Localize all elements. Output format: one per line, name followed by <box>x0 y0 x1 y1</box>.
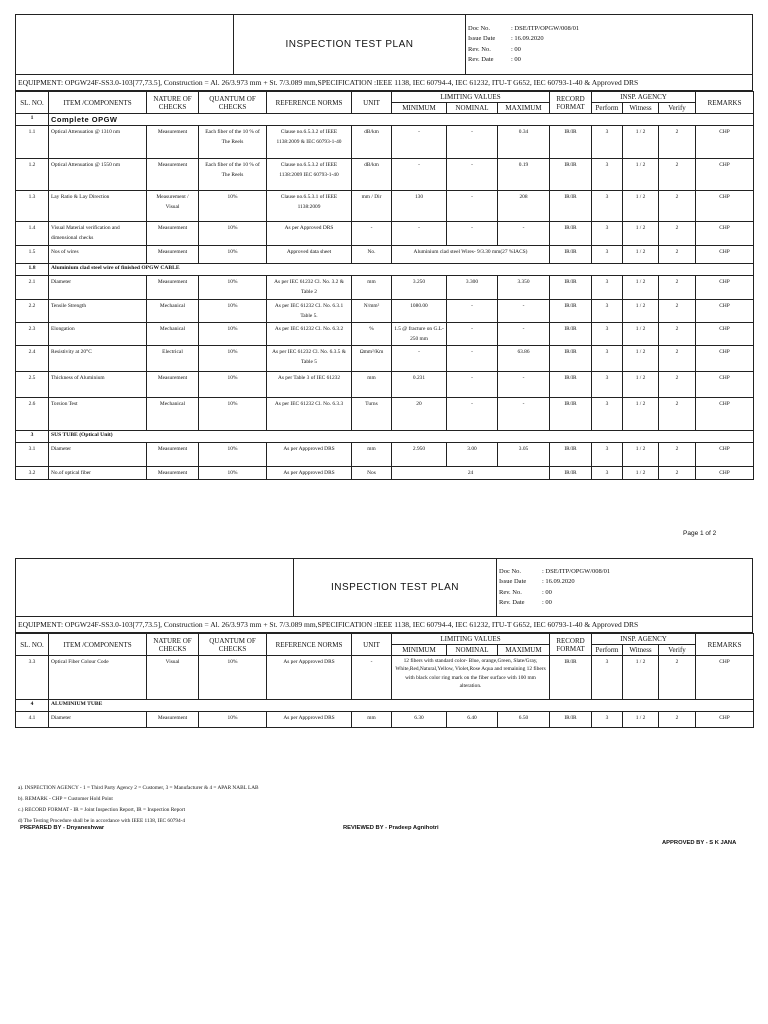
section-header: 1 Complete OPGW <box>16 114 754 126</box>
col-perform: Perform <box>592 103 623 114</box>
col-quantum: QUANTUM OF CHECKS <box>199 92 267 114</box>
table-row: 2.6 Torsion Test Mechanical 10% As per IEC 61232 Cl. No. 6.3.3 Turns 20 - - IR/IR 3 1 / 2 2 CHP <box>16 398 754 431</box>
col-limiting-values: LIMITING VALUES <box>392 92 550 103</box>
col-insp-agency: INSP. AGENCY <box>592 92 696 103</box>
col-perform: Perform <box>592 645 623 656</box>
table-row: 2.3 Elongation Mechanical 10% As per IEC 61232 Cl. No. 6.3.2 % 1.5 @ fracture on G.L- 250 mm - - IR/IR 3 1 / 2 2 CHP <box>16 323 754 346</box>
table-row: 2.4 Resistivity at 20°C Electrical 10% As per IEC 61232 Cl. No. 6.3.5 & Table 5 Ωmm²/Km - - 63.86 IR/IR 3 1 / 2 2 CHP <box>16 346 754 372</box>
col-reference: REFERENCE NORMS <box>267 634 352 656</box>
section-header: 3 SUS TUBE (Optical Unit) <box>16 431 754 443</box>
col-item: ITEM /COMPONENTS <box>49 634 147 656</box>
itp-sheet-page-2 <box>15 558 753 728</box>
table-row: 1.5 Nos of wires Measurement 10% Approved data sheet No. Aluminium clad steel Wires- 9/3.30 mm(27 %IACS) IR/IR 3 1 / 2 2 CHP <box>16 246 754 264</box>
equipment-spec: EQUIPMENT: OPGW24F-SS3.0-103[77,73.5], Construction = Al. 26/3.973 mm + St. 7/3.089 mm,SPECIFICATION :IEEE 1138, IEC 60794-4, IEC 61232, ITU-T G652, IEC 60793-1-40 & Approved DRS <box>16 617 753 633</box>
note-item: b). REMARK - CHP = Customer Hold Point <box>18 796 113 802</box>
note-item: d) The Testing Procedure shall be in accordance with IEEE 1138, IEC 60794-4 <box>18 818 186 824</box>
table-row: 4.1 Diameter Measurement 10% As per Appproved DRS mm 6.30 6.40 6.50 IR/IR 3 1 / 2 2 CHP <box>16 712 754 728</box>
col-nominal: NOMINAL <box>447 103 498 114</box>
col-minimum: MINIMUM <box>392 103 447 114</box>
note-item: c.) RECORD FORMAT - IR = Joint Inspection Report, IR = Inspection Report <box>18 807 186 813</box>
table-row: 3.2 No.of optical fiber Measurement 10% As per Appproved DRS Nos 24 IR/IR 3 1 / 2 2 CHP <box>16 467 754 480</box>
reviewed-by: REVIEWED BY - Pradeep Agnihotri <box>343 825 439 831</box>
col-witness: Witness <box>623 645 659 656</box>
itp-table-page-2 <box>15 633 754 728</box>
doc-no: Doc No. : DSE/ITP/OPGW/008/01 <box>468 24 580 32</box>
col-verify: Verify <box>659 645 696 656</box>
table-row: 1.4 Visual Material verification and dimensional checks Measurement 10% As per Approved DRS - - - - IR/IR 3 1 / 2 2 CHP <box>16 222 754 246</box>
col-witness: Witness <box>623 103 659 114</box>
col-remarks: REMARKS <box>696 92 754 114</box>
col-sl-no: SL. NO. <box>16 634 49 656</box>
col-remarks: REMARKS <box>696 634 754 656</box>
col-record-format: RECORD FORMAT <box>550 634 592 656</box>
table-row: 3.3 Optical Fiber Colour Code Visual 10% As per Appproved DRS - 12 fibers with standard color- Blue, orange,Green, Slate/Gray, White,Red,Natural,Yellow, Violet,Rose Aqua and remaining 12 fibers with black color ring mark on the fiber surface with 100 mm alteration. IR/IR 3 1 / 2 2 CHP <box>16 656 754 700</box>
doc-title: INSPECTION TEST PLAN <box>294 559 497 617</box>
doc-title: INSPECTION TEST PLAN <box>234 15 466 75</box>
table-row: 2.2 Tensile Strength Mechanical 10% As per IEC 61232 Cl. No. 6.3.1 Table 5. N/mm² 1080.00 - - IR/IR 3 1 / 2 2 CHP <box>16 300 754 323</box>
column-headers <box>16 92 754 103</box>
table-row: 2.5 Thickness of Aluminium Measurement 10% As per Table 3 of IEC 61232 mm 0.231 - - IR/IR 3 1 / 2 2 CHP <box>16 372 754 398</box>
itp-sheet-page-1 <box>15 14 753 480</box>
col-quantum: QUANTUM OF CHECKS <box>199 634 267 656</box>
approved-by: APPROVED BY - S K JANA <box>662 840 737 846</box>
rev-no: Rev. No. : 00 <box>468 45 521 53</box>
doc-info <box>466 15 753 75</box>
col-unit: UNIT <box>352 92 392 114</box>
doc-no: Doc No. : DSE/ITP/OPGW/008/01 <box>499 567 611 575</box>
table-row: 1.3 Lay Ratio & Lay Direction Measurement / Visual 10% Clause no.6.5.3.1 of IEEE 1138:2009 mm / Dir 130 - 208 IR/IR 3 1 / 2 2 CHP <box>16 191 754 222</box>
issue-date: Issue Date : 16.09.2020 <box>499 578 575 585</box>
footnotes <box>18 783 259 827</box>
section-header: 1.8 Aluminium clad steel wire of finished OPGW CABLE <box>16 264 754 276</box>
table-row: 3.1 Diameter Measurement 10% As per Appproved DRS mm 2.950 3.00 3.05 IR/IR 3 1 / 2 2 CHP <box>16 443 754 467</box>
col-verify: Verify <box>659 103 696 114</box>
equipment-spec: EQUIPMENT: OPGW24F-SS3.0-103[77,73.5], Construction = Al. 26/3.973 mm + St. 7/3.089 mm,SPECIFICATION :IEEE 1138, IEC 60794-4, IEC 61232, ITU-T G652, IEC 60793-1-40 & Approved DRS <box>16 75 753 91</box>
col-item: ITEM /COMPONENTS <box>49 92 147 114</box>
col-nature: NATURE OF CHECKS <box>147 634 199 656</box>
col-minimum: MINIMUM <box>392 645 447 656</box>
logo-cell <box>16 15 234 75</box>
table-row: 2.1 Diameter Measurement 10% As per IEC 61232 Cl. No. 3.2 & Table 2 mm 3.250 3.300 3.350 IR/IR 3 1 / 2 2 CHP <box>16 276 754 300</box>
col-nature: NATURE OF CHECKS <box>147 92 199 114</box>
table-row: 1.1 Optical Attenuation @ 1310 nm Measurement Each fiber of the 10 % of The Reels Clause no.6.5.3.2 of IEEE 1138:2009 & IEC 60793-1-40 dB/km - - 0.34 IR/IR 3 1 / 2 2 CHP <box>16 126 754 159</box>
col-record-format: RECORD FORMAT <box>550 92 592 114</box>
col-maximum: MAXIMUM <box>498 103 550 114</box>
itp-table-page-1 <box>15 91 754 480</box>
rev-date: Rev. Date : 00 <box>468 56 521 63</box>
rev-no: Rev. No. : 00 <box>499 588 552 596</box>
col-limiting-values: LIMITING VALUES <box>392 634 550 645</box>
column-headers <box>16 634 754 645</box>
issue-date: Issue Date : 16.09.2020 <box>468 35 544 42</box>
logo-cell <box>16 559 294 617</box>
col-sl-no: SL. NO. <box>16 92 49 114</box>
col-insp-agency: INSP. AGENCY <box>592 634 696 645</box>
page-number: Page 1 of 2 <box>683 530 717 537</box>
prepared-by: PREPARED BY - Dnyaneshwar <box>20 825 105 831</box>
col-nominal: NOMINAL <box>447 645 498 656</box>
itp-header-page-2 <box>15 558 753 633</box>
itp-header <box>15 14 753 91</box>
rev-date: Rev. Date : 00 <box>499 599 552 606</box>
col-maximum: MAXIMUM <box>498 645 550 656</box>
col-reference: REFERENCE NORMS <box>267 92 352 114</box>
col-unit: UNIT <box>352 634 392 656</box>
note-item: a). INSPECTION AGENCY - 1 = Third Party Agency 2 = Customer, 3 = Manufacturer & 4 = APAR NABL LAB <box>18 785 259 791</box>
section-header: 4 ALUMINIUM TUBE <box>16 700 754 712</box>
table-row: 1.2 Optical Attenuation @ 1550 nm Measurement Each fiber of the 10 % of The Reels Clause no.6.5.3.2 of IEEE 1138:2009 IEC 60793-1-40 dB/km - - 0.19 IR/IR 3 1 / 2 2 CHP <box>16 159 754 191</box>
doc-info <box>497 559 753 617</box>
